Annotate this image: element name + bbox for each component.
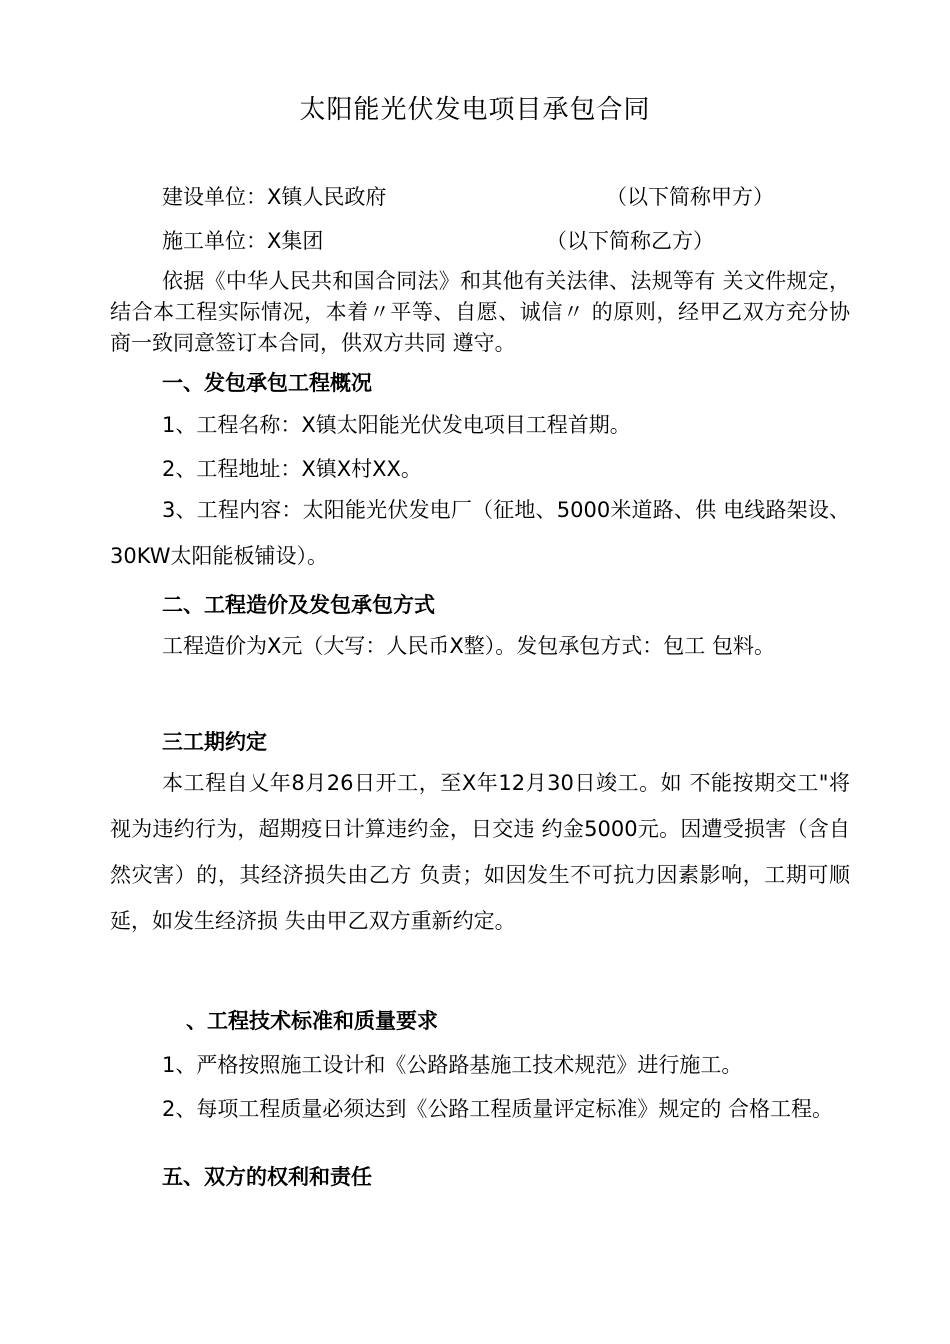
section1-item3-paragraph bbox=[110, 487, 850, 579]
party-b-label: 施工单位：X集团 bbox=[162, 229, 324, 253]
section1-item3: 3、工程内容：太阳能光伏发电厂（征地、5000米道路、供 电线路架设、30KW太阳能板铺设）。 bbox=[110, 498, 850, 568]
section3-text: 本工程自乂年8月26日开工，至X年12月30日竣工。如 不能按期交工"将视为违约行为，超期疫日计算违约金，日交违 约金5000元。因遭受损害（含自然灾害）的，其经济损失由乙方 负责；如因发生不可抗力因素影响，工期可顺延，如发生经济损 失由甲乙双方重新约定。 bbox=[110, 771, 850, 933]
preamble-text: 依据《中华人民共和国合同法》和其他有关法律、法规等有 关文件规定，结合本工程实际情况，本着〃平等、自愿、诚信〃 的原则，经甲乙双方充分协商一致同意签订本合同，供双方共同 遵守。 bbox=[110, 269, 850, 355]
section4-item1: 1、严格按照施工设计和《公路路基施工技术规范》进行施工。 bbox=[162, 1053, 743, 1077]
party-b-note: （以下简称乙方） bbox=[546, 229, 714, 253]
section4-item2-paragraph bbox=[110, 1094, 850, 1125]
document-title: 太阳能光伏发电项目承包合同 bbox=[299, 95, 651, 125]
section4-item2: 2、每项工程质量必须达到《公路工程质量评定标准》规定的 合格工程。 bbox=[162, 1097, 834, 1121]
section2-paragraph bbox=[110, 623, 850, 669]
section4-heading: 、工程技术标准和质量要求 bbox=[186, 1009, 438, 1033]
party-a-note: （以下简称甲方） bbox=[606, 185, 774, 209]
section1-heading: 一、发包承包工程概况 bbox=[162, 371, 372, 395]
section1-item1: 1、工程名称：X镇太阳能光伏发电项目工程首期。 bbox=[162, 413, 631, 437]
party-a-label: 建设单位：X镇人民政府 bbox=[162, 185, 387, 209]
section2-heading: 二、工程造价及发包承包方式 bbox=[162, 593, 435, 617]
section3-heading: 三工期约定 bbox=[162, 730, 267, 754]
preamble-paragraph bbox=[110, 266, 850, 359]
section3-paragraph bbox=[110, 760, 850, 944]
section1-item2: 2、工程地址：X镇X村XX。 bbox=[162, 457, 422, 481]
section5-heading: 五、双方的权利和责任 bbox=[162, 1165, 372, 1189]
section2-text: 工程造价为X元（大写：人民币X整）。发包承包方式：包工 包料。 bbox=[162, 634, 775, 658]
